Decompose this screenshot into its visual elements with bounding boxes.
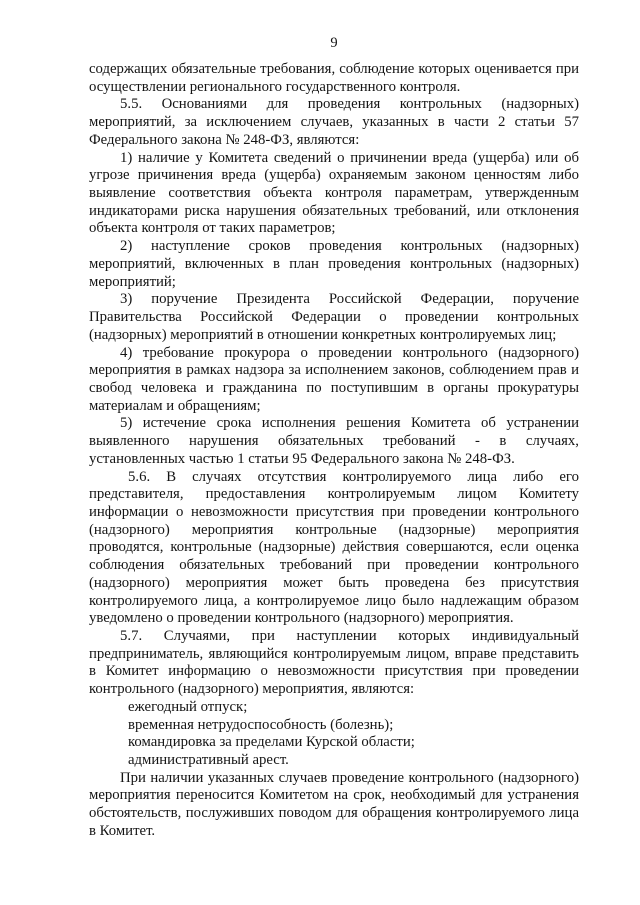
page-number: 9 — [330, 35, 338, 51]
paragraph-postponement: При наличии указанных случаев проведение контрольного (надзорного) мероприятия переносится Комитетом на срок, необходимый для устранения обстоятельств, послуживших поводом для обращения контролируемого лица в Комитет. — [89, 769, 579, 839]
paragraph-5-5: 5.5. Основаниями для проведения контрольных (надзорных) мероприятий, за исключением случаев, указанных в части 2 статьи 57 Федерального закона № 248-ФЗ, являются: — [89, 96, 579, 148]
list-item-5-5-3: 3) поручение Президента Российской Федерации, поручение Правительства Российской Федерации о проведении контрольных (надзорных) мероприятий в отношении конкретных контролируемых лиц; — [89, 291, 579, 343]
list-item-business-trip: командировка за пределами Курской области; — [128, 734, 415, 751]
list-item-5-5-5: 5) истечение срока исполнения решения Комитета об устранении выявленного нарушения обязательных требований - в случаях, установленных частью 1 статьи 95 Федерального закона № 248-ФЗ. — [89, 415, 579, 467]
list-item-temporary-disability: временная нетрудоспособность (болезнь); — [128, 716, 394, 733]
paragraph-5-7: 5.7. Случаями, при наступлении которых индивидуальный предприниматель, являющийся контролируемым лицом, вправе представить в Комитет информацию о невозможности присутствия при проведении контрольного (надзорного) мероприятия, являются: — [89, 628, 579, 698]
list-item-5-5-4: 4) требование прокурора о проведении контрольного (надзорного) мероприятия в рамках надзора за исполнением законов, соблюдением прав и свобод человека и гражданина по поступившим в органы прокуратуры материалам и обращениям; — [89, 344, 579, 414]
paragraph-continuation: содержащих обязательные требования, соблюдение которых оценивается при осуществлении регионального государственного контроля. — [89, 61, 579, 95]
list-item-5-5-1: 1) наличие у Комитета сведений о причинении вреда (ущерба) или об угрозе причинения вреда (ущерба) охраняемым законом ценностям либо выявление соответствия объекта контроля параметрам, утвержденным индикаторами риска нарушения обязательных требований, или отклонения объекта контроля от таких параметров; — [89, 149, 579, 237]
list-item-5-5-2: 2) наступление сроков проведения контрольных (надзорных) мероприятий, включенных в план проведения контрольных (надзорных) мероприятий; — [89, 238, 579, 290]
list-item-annual-leave: ежегодный отпуск; — [128, 698, 248, 715]
list-item-administrative-arrest: административный арест. — [128, 752, 289, 769]
document-body — [89, 61, 579, 841]
paragraph-5-6: 5.6. В случаях отсутствия контролируемого лица либо его представителя, предоставления контролируемым лицом Комитету информации о невозможности присутствия при проведении контрольного (надзорного) мероприятия контрольные (надзорные) мероприятия проводятся, контрольные (надзорные) действия совершаются, если оценка соблюдения обязательных требований при проведении контрольного (надзорного) мероприятия может быть проведена без присутствия контролируемого лица, а контролируемое лицо было надлежащим образом уведомлено о проведении контрольного (надзорного) мероприятия. — [89, 468, 579, 627]
